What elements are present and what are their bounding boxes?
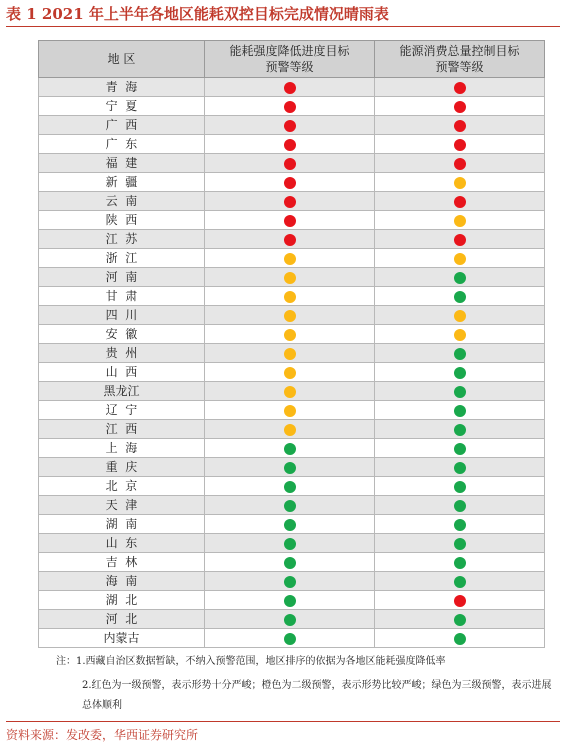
warning-dot-orange (284, 348, 296, 360)
header-intensity (205, 41, 375, 78)
region-cell (39, 401, 205, 420)
region-cell (39, 458, 205, 477)
intensity-warning-cell (205, 344, 375, 363)
table-row (39, 439, 545, 458)
header-region-label: 地 区 (107, 52, 136, 66)
intensity-warning-cell (205, 629, 375, 648)
intensity-warning-cell (205, 515, 375, 534)
total-warning-cell (375, 515, 545, 534)
region-cell (39, 572, 205, 591)
warning-dot-orange (284, 272, 296, 284)
warning-dot-orange (284, 386, 296, 398)
region-cell (39, 629, 205, 648)
table-row (39, 268, 545, 287)
intensity-warning-cell (205, 382, 375, 401)
table-row (39, 344, 545, 363)
total-warning-cell (375, 496, 545, 515)
total-warning-cell (375, 534, 545, 553)
warning-dot-orange (284, 310, 296, 322)
intensity-warning-cell (205, 78, 375, 97)
region-cell (39, 116, 205, 135)
intensity-warning-cell (205, 116, 375, 135)
region-name: 山 东 (105, 536, 138, 550)
table-row (39, 515, 545, 534)
intensity-warning-cell (205, 591, 375, 610)
region-cell (39, 382, 205, 401)
region-name: 河 南 (105, 270, 138, 284)
warning-dot-orange (454, 253, 466, 265)
warning-dot-green (284, 519, 296, 531)
region-name: 黑龙江 (103, 384, 140, 398)
warning-dot-red (454, 101, 466, 113)
table-row (39, 325, 545, 344)
region-name: 内蒙古 (103, 631, 140, 645)
warning-dot-green (454, 405, 466, 417)
region-cell (39, 363, 205, 382)
region-cell (39, 230, 205, 249)
warning-dot-red (284, 158, 296, 170)
region-name: 山 西 (105, 365, 138, 379)
table-row (39, 154, 545, 173)
region-name: 江 西 (105, 422, 138, 436)
region-name: 青 海 (105, 80, 138, 94)
total-warning-cell (375, 610, 545, 629)
table-row (39, 78, 545, 97)
warning-dot-red (284, 120, 296, 132)
region-name: 贵 州 (105, 346, 138, 360)
region-cell (39, 610, 205, 629)
region-name: 湖 北 (105, 593, 138, 607)
warning-dot-orange (454, 177, 466, 189)
warning-dot-green (454, 348, 466, 360)
source-rule (6, 721, 560, 722)
total-warning-cell (375, 135, 545, 154)
warning-dot-orange (284, 367, 296, 379)
table-row (39, 629, 545, 648)
region-name: 广 西 (105, 118, 138, 132)
warning-dot-green (454, 386, 466, 398)
table-row (39, 192, 545, 211)
intensity-warning-cell (205, 249, 375, 268)
warning-dot-green (454, 367, 466, 379)
table-row (39, 382, 545, 401)
table-row (39, 135, 545, 154)
region-cell (39, 268, 205, 287)
table-row (39, 97, 545, 116)
warning-dot-red (454, 139, 466, 151)
total-warning-cell (375, 116, 545, 135)
region-name: 甘 肃 (105, 289, 138, 303)
total-warning-cell (375, 458, 545, 477)
total-warning-cell (375, 78, 545, 97)
region-cell (39, 553, 205, 572)
region-cell (39, 173, 205, 192)
region-cell (39, 534, 205, 553)
header-row (39, 41, 545, 78)
region-name: 吉 林 (105, 555, 138, 569)
total-warning-cell (375, 572, 545, 591)
region-cell (39, 78, 205, 97)
region-name: 海 南 (105, 574, 138, 588)
table-row (39, 287, 545, 306)
warning-dot-green (284, 633, 296, 645)
table-row (39, 477, 545, 496)
total-warning-cell (375, 211, 545, 230)
warning-dot-red (284, 82, 296, 94)
warning-dot-red (454, 82, 466, 94)
warning-dot-orange (454, 329, 466, 341)
total-warning-cell (375, 306, 545, 325)
warning-dot-green (454, 557, 466, 569)
warning-dot-red (284, 177, 296, 189)
intensity-warning-cell (205, 458, 375, 477)
table-row (39, 610, 545, 629)
table-row (39, 458, 545, 477)
warning-dot-green (454, 291, 466, 303)
warning-dot-red (454, 595, 466, 607)
warning-dot-red (454, 196, 466, 208)
table-row (39, 553, 545, 572)
intensity-warning-cell (205, 420, 375, 439)
intensity-warning-cell (205, 610, 375, 629)
region-cell (39, 477, 205, 496)
intensity-warning-cell (205, 154, 375, 173)
warning-dot-orange (284, 253, 296, 265)
region-name: 辽 宁 (105, 403, 138, 417)
warning-dot-green (454, 538, 466, 550)
intensity-warning-cell (205, 363, 375, 382)
header-total (375, 41, 545, 78)
note-1: 注：1.西藏自治区数据暂缺，不纳入预警范围，地区排序的依据为各地区能耗强度降低率 (56, 656, 446, 667)
warning-dot-green (284, 500, 296, 512)
region-name: 江 苏 (105, 232, 138, 246)
warning-dot-green (284, 576, 296, 588)
warning-dot-red (284, 101, 296, 113)
table-title: 表 1 2021 年上半年各地区能耗双控目标完成情况晴雨表 (6, 5, 389, 23)
region-name: 重 庆 (105, 460, 138, 474)
total-warning-cell (375, 553, 545, 572)
region-name: 新 疆 (105, 175, 138, 189)
warning-dot-green (454, 519, 466, 531)
total-warning-cell (375, 420, 545, 439)
warning-dot-green (454, 462, 466, 474)
total-warning-cell (375, 154, 545, 173)
table-row (39, 211, 545, 230)
warning-dot-green (454, 481, 466, 493)
total-warning-cell (375, 629, 545, 648)
warning-dot-green (284, 614, 296, 626)
total-warning-cell (375, 591, 545, 610)
warning-dot-green (454, 633, 466, 645)
header-total-label: 能源消费总量控制目标 预警等级 (399, 44, 520, 74)
total-warning-cell (375, 249, 545, 268)
table-row (39, 230, 545, 249)
intensity-warning-cell (205, 211, 375, 230)
total-warning-cell (375, 192, 545, 211)
warning-dot-red (454, 158, 466, 170)
warning-dot-red (454, 120, 466, 132)
intensity-warning-cell (205, 192, 375, 211)
table-row (39, 534, 545, 553)
region-name: 云 南 (105, 194, 138, 208)
region-cell (39, 192, 205, 211)
region-cell (39, 496, 205, 515)
region-cell (39, 439, 205, 458)
table-row (39, 363, 545, 382)
source-text: 资料来源：发改委，华西证券研究所 (6, 728, 199, 742)
total-warning-cell (375, 401, 545, 420)
region-name: 湖 南 (105, 517, 138, 531)
intensity-warning-cell (205, 534, 375, 553)
total-warning-cell (375, 477, 545, 496)
warning-dot-green (454, 576, 466, 588)
region-cell (39, 420, 205, 439)
region-name: 天 津 (105, 498, 138, 512)
warning-dot-red (454, 234, 466, 246)
title-rule (6, 26, 560, 27)
intensity-warning-cell (205, 439, 375, 458)
warning-dot-green (454, 443, 466, 455)
table-row (39, 496, 545, 515)
region-name: 四 川 (105, 308, 138, 322)
warning-dot-green (284, 538, 296, 550)
region-cell (39, 591, 205, 610)
intensity-warning-cell (205, 97, 375, 116)
region-cell (39, 97, 205, 116)
total-warning-cell (375, 268, 545, 287)
warning-dot-green (284, 481, 296, 493)
warning-dot-green (284, 557, 296, 569)
region-name: 广 东 (105, 137, 138, 151)
intensity-warning-cell (205, 572, 375, 591)
intensity-warning-cell (205, 287, 375, 306)
table-row (39, 249, 545, 268)
table-body (39, 78, 545, 648)
intensity-warning-cell (205, 173, 375, 192)
note-2: 2.红色为一级预警，表示形势十分严峻；橙色为二级预警，表示形势比较严峻；绿色为三级预警，表示进展总体顺利 (82, 680, 552, 711)
warning-dot-orange (284, 405, 296, 417)
total-warning-cell (375, 363, 545, 382)
region-cell (39, 325, 205, 344)
total-warning-cell (375, 382, 545, 401)
warning-dot-orange (454, 215, 466, 227)
warning-dot-red (284, 196, 296, 208)
region-name: 浙 江 (105, 251, 138, 265)
region-name: 上 海 (105, 441, 138, 455)
intensity-warning-cell (205, 553, 375, 572)
region-cell (39, 344, 205, 363)
warning-dot-green (454, 500, 466, 512)
region-cell (39, 249, 205, 268)
region-cell (39, 135, 205, 154)
intensity-warning-cell (205, 230, 375, 249)
warning-dot-orange (454, 310, 466, 322)
total-warning-cell (375, 230, 545, 249)
table-row (39, 116, 545, 135)
region-cell (39, 515, 205, 534)
table-row (39, 420, 545, 439)
region-name: 宁 夏 (105, 99, 138, 113)
intensity-warning-cell (205, 268, 375, 287)
region-name: 河 北 (105, 612, 138, 626)
region-cell (39, 306, 205, 325)
total-warning-cell (375, 344, 545, 363)
region-name: 北 京 (105, 479, 138, 493)
total-warning-cell (375, 325, 545, 344)
warning-dot-green (454, 272, 466, 284)
warning-dot-orange (284, 329, 296, 341)
header-intensity-label: 能耗强度降低进度目标 预警等级 (229, 44, 350, 74)
warning-dot-red (284, 215, 296, 227)
warning-dot-red (284, 139, 296, 151)
warning-dot-green (284, 462, 296, 474)
intensity-warning-cell (205, 496, 375, 515)
region-cell (39, 287, 205, 306)
warning-dot-orange (284, 291, 296, 303)
intensity-warning-cell (205, 477, 375, 496)
table-row (39, 572, 545, 591)
region-name: 陕 西 (105, 213, 138, 227)
header-region (39, 41, 205, 78)
warning-table (38, 40, 545, 648)
intensity-warning-cell (205, 135, 375, 154)
region-cell (39, 211, 205, 230)
table-row (39, 173, 545, 192)
warning-dot-green (454, 424, 466, 436)
region-name: 安 徽 (105, 327, 138, 341)
total-warning-cell (375, 287, 545, 306)
table-row (39, 401, 545, 420)
total-warning-cell (375, 97, 545, 116)
warning-dot-green (454, 614, 466, 626)
region-name: 福 建 (105, 156, 138, 170)
region-cell (39, 154, 205, 173)
table-row (39, 306, 545, 325)
table-row (39, 591, 545, 610)
warning-dot-green (284, 443, 296, 455)
intensity-warning-cell (205, 306, 375, 325)
intensity-warning-cell (205, 401, 375, 420)
warning-dot-orange (284, 424, 296, 436)
total-warning-cell (375, 439, 545, 458)
intensity-warning-cell (205, 325, 375, 344)
total-warning-cell (375, 173, 545, 192)
warning-dot-green (284, 595, 296, 607)
warning-dot-red (284, 234, 296, 246)
